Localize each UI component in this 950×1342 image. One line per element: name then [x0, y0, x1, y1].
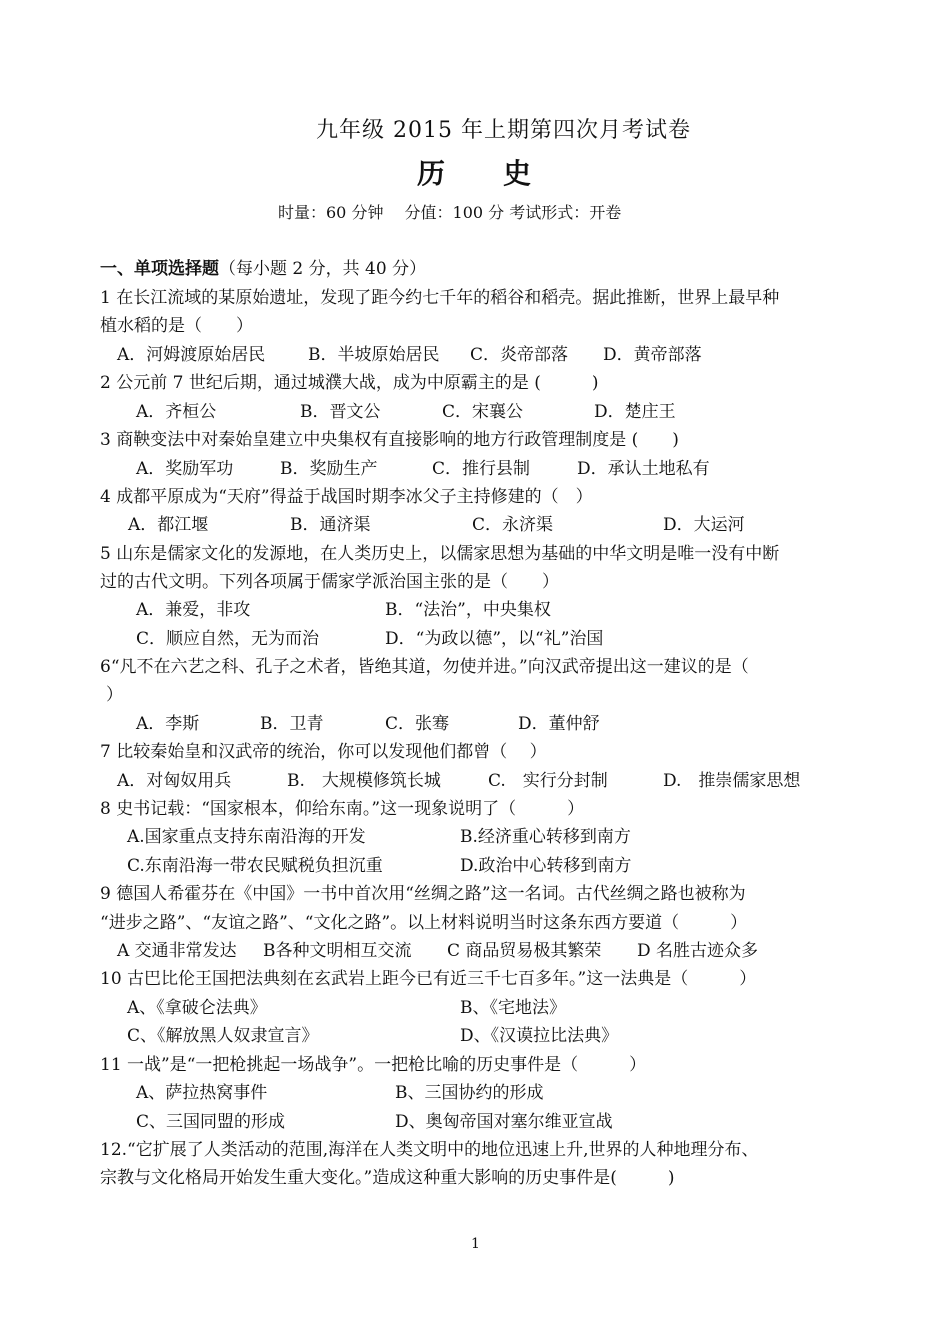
question-10-option-b: B、《宅地法》 — [460, 998, 566, 1018]
question-11-stem: 11 一战”是“一把枪挑起一场战争”。一把枪比喻的历史事件是（ ） — [100, 1055, 647, 1075]
question-6-stem-line-2: ） — [106, 685, 123, 705]
question-4-option-b: B．通济渠 — [290, 515, 371, 535]
question-3-option-b: B．奖励生产 — [280, 459, 378, 479]
question-10-option-a: A、《拿破仑法典》 — [127, 998, 267, 1018]
question-1-stem-line-2: 植水稻的是（ ） — [100, 316, 253, 336]
question-6-option-c: C．张骞 — [385, 714, 450, 734]
question-10-option-c: C、《解放黑人奴隶宣言》 — [127, 1026, 319, 1046]
question-5-option-c: C．顺应自然，无为而治 — [136, 629, 320, 649]
question-11-option-c: C、三国同盟的形成 — [136, 1112, 286, 1132]
page-number: 1 — [471, 1236, 480, 1252]
question-9-option-b: B各种文明相互交流 — [263, 941, 412, 961]
question-9-option-a: A 交通非常发达 — [117, 941, 237, 961]
question-4-option-d: D．大运河 — [663, 515, 745, 535]
question-2-option-d: D．楚庄王 — [594, 402, 676, 422]
exam-title: 九年级 2015 年上期第四次月考试卷 — [316, 118, 691, 143]
question-9-stem-line-1: 9 德国人希霍芬在《中国》一书中首次用“丝绸之路”这一名词。古代丝绸之路也被称为 — [100, 884, 746, 904]
question-11-option-b: B、三国协约的形成 — [395, 1083, 544, 1103]
question-10-stem: 10 古巴比伦王国把法典刻在玄武岩上距今已有近三千七百多年。”这一法典是（ ） — [100, 969, 757, 989]
question-9-option-c: C 商品贸易极其繁荣 — [447, 941, 602, 961]
question-11-option-a: A、萨拉热窝事件 — [136, 1083, 268, 1103]
question-8-option-d: D.政治中心转移到南方 — [460, 856, 632, 876]
question-2-option-c: C．宋襄公 — [442, 402, 524, 422]
subject-char-2: 史 — [503, 157, 534, 190]
question-3-option-a: A．奖励军功 — [136, 459, 234, 479]
question-7-option-a: A．对匈奴用兵 — [117, 771, 232, 791]
question-1-option-a: A．河姆渡原始居民 — [117, 345, 266, 365]
question-3-option-c: C．推行县制 — [432, 459, 531, 479]
question-6-stem-line-1: 6“凡不在六艺之科、孔子之术者，皆绝其道，勿使并进。”向汉武帝提出这一建议的是（ — [100, 657, 749, 677]
question-4-stem: 4 成都平原成为“天府”得益于战国时期李冰父子主持修建的（ ） — [100, 487, 593, 507]
question-4-option-c: C．永济渠 — [472, 515, 554, 535]
question-2-stem: 2 公元前 7 世纪后期，通过城濮大战，成为中原霸主的是 ( ) — [100, 373, 599, 393]
question-5-stem-line-1: 5 山东是儒家文化的发源地，在人类历史上，以儒家思想为基础的中华文明是唯一没有中断 — [100, 544, 780, 564]
question-1-option-d: D．黄帝部落 — [603, 345, 702, 365]
question-4-option-a: A．都江堰 — [128, 515, 209, 535]
question-5-option-d: D．“为政以德”，以“礼”治国 — [385, 629, 604, 649]
question-8-stem: 8 史书记载：“国家根本，仰给东南。”这一现象说明了（ ） — [100, 799, 585, 819]
question-8-option-b: B.经济重心转移到南方 — [460, 827, 631, 847]
exam-info: 时量：60 分钟 分值：100 分 考试形式：开卷 — [278, 203, 622, 222]
question-1-stem-line-1: 1 在长江流域的某原始遗址，发现了距今约七千年的稻谷和稻壳。据此推断，世界上最早种 — [100, 288, 780, 308]
question-11-option-d: D、奥匈帝国对塞尔维亚宣战 — [395, 1112, 613, 1132]
question-9-stem-line-2: “进步之路”、“友谊之路”、“文化之路”。以上材料说明当时这条东西方要道（ ） — [100, 913, 748, 933]
question-7-option-c: C. 实行分封制 — [488, 771, 608, 791]
question-1-option-c: C．炎帝部落 — [470, 345, 569, 365]
question-6-option-d: D．董仲舒 — [518, 714, 600, 734]
question-3-option-d: D．承认土地私有 — [577, 459, 710, 479]
question-7-option-b: B. 大规模修筑长城 — [287, 771, 441, 791]
section-note: （每小题 2 分，共 40 分） — [219, 259, 427, 279]
subject-char-1: 历 — [417, 157, 448, 190]
question-8-option-c: C.东南沿海一带农民赋税负担沉重 — [127, 856, 383, 876]
question-6-option-a: A．李斯 — [136, 714, 200, 734]
question-12-stem-line-2: 宗教与文化格局开始发生重大变化。”造成这种重大影响的历史事件是( ) — [100, 1168, 675, 1188]
question-6-option-b: B．卫青 — [260, 714, 324, 734]
question-10-option-d: D、《汉谟拉比法典》 — [460, 1026, 619, 1046]
question-1-option-b: B．半坡原始居民 — [308, 345, 440, 365]
question-7-option-d: D. 推崇儒家思想 — [663, 771, 801, 791]
question-2-option-a: A．齐桓公 — [136, 402, 217, 422]
question-5-option-a: A．兼爱，非攻 — [136, 600, 251, 620]
question-12-stem-line-1: 12.“它扩展了人类活动的范围,海洋在人类文明中的地位迅速上升,世界的人种地理分布、 — [100, 1140, 759, 1160]
question-2-option-b: B．晋文公 — [300, 402, 381, 422]
question-5-stem-line-2: 过的古代文明。下列各项属于儒家学派治国主张的是（ ） — [100, 572, 559, 592]
question-8-option-a: A.国家重点支持东南沿海的开发 — [127, 827, 366, 847]
section-heading: 一、单项选择题 — [100, 259, 219, 279]
question-3-stem: 3 商鞅变法中对秦始皇建立中央集权有直接影响的地方行政管理制度是 ( ) — [100, 430, 679, 450]
section-heading-line — [100, 259, 426, 279]
question-5-option-b: B．“法治”，中央集权 — [385, 600, 551, 620]
question-9-option-d: D 名胜古迹众多 — [637, 941, 759, 961]
question-7-stem: 7 比较秦始皇和汉武帝的统治，你可以发现他们都曾（ ） — [100, 742, 547, 762]
